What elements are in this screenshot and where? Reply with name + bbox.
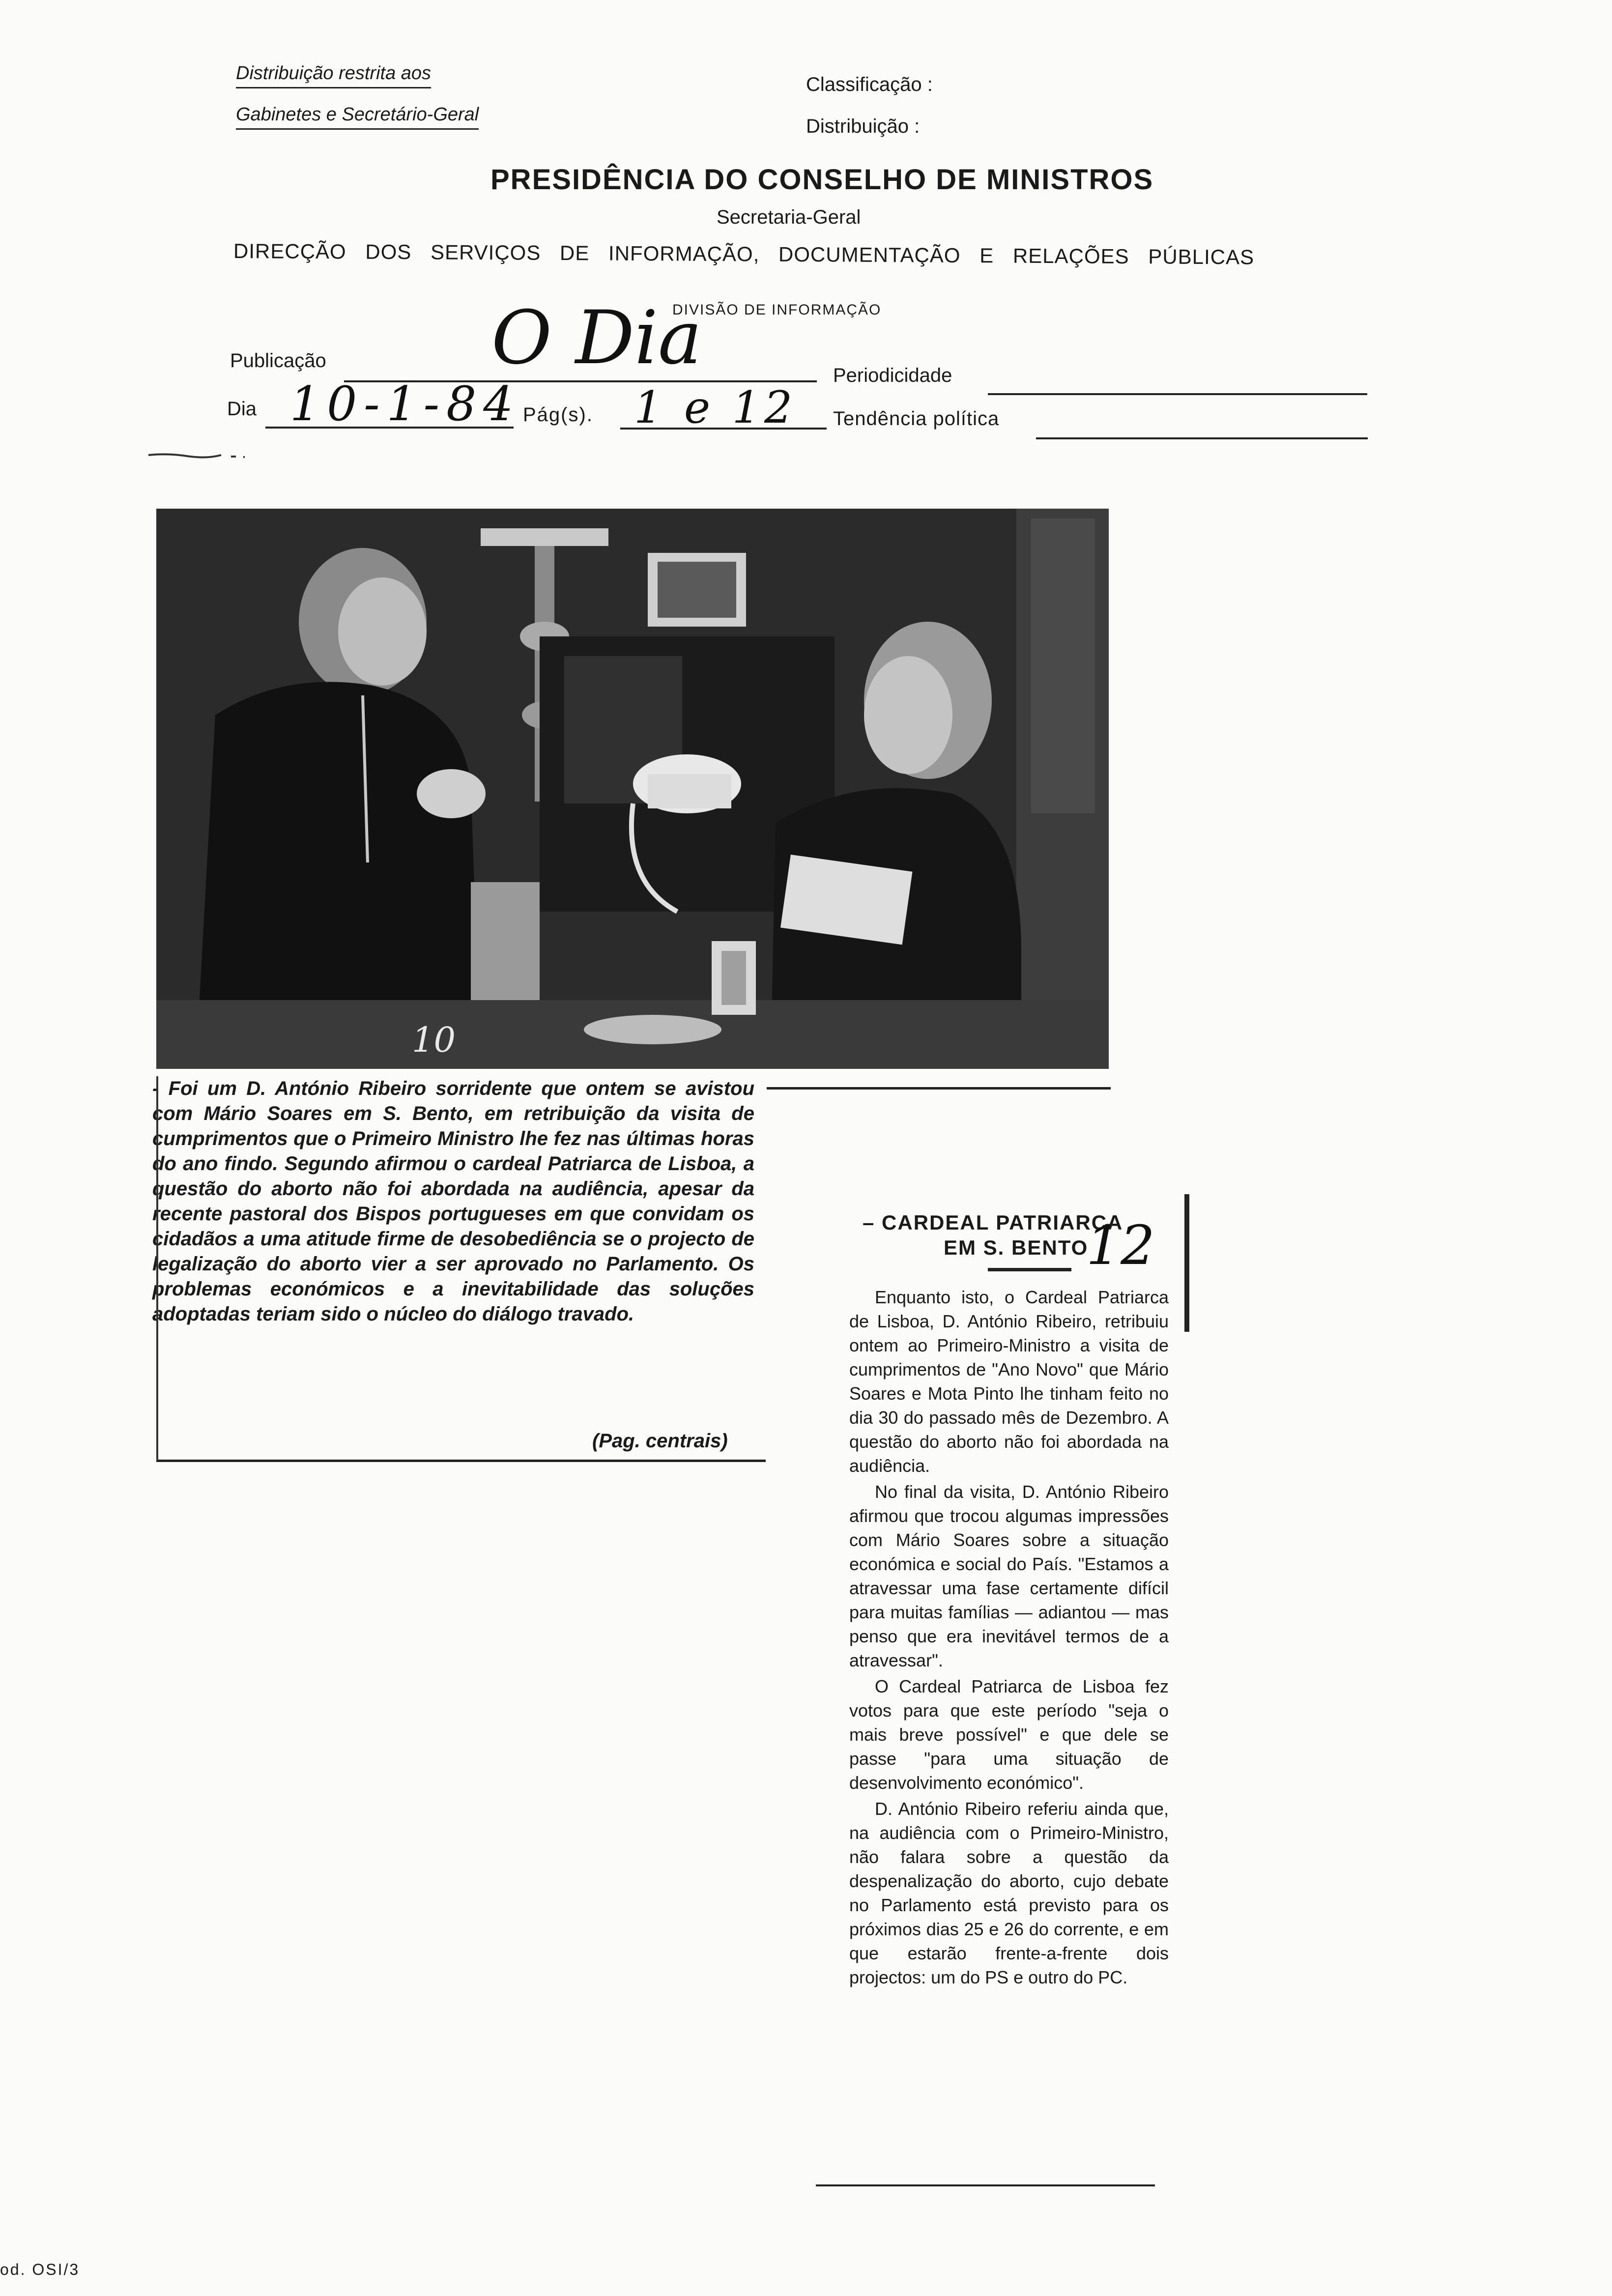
- handwritten-page-mark: 12: [1086, 1214, 1155, 1277]
- caption-left-rule: [156, 1076, 158, 1461]
- periodicidade-label: Periodicidade: [833, 365, 952, 386]
- article-paragraph: No final da visita, D. António Ribeiro afirmou que trocou algumas impressões com Mário Soares sobre a situação económica e social do País. "Estamos a atravessar uma fase certamente difícil para muitas famílias — adiantou — mas penso que era inevitável termos de a atravessar".: [849, 1482, 1169, 1670]
- tendencia-underline: [1036, 437, 1368, 439]
- article-paragraph: D. António Ribeiro referiu ainda que, na audiência com o Primeiro-Ministro, não falara sobre a questão da despenalização do aborto, cujo debate no Parlamento está previsto para os próximos dias 25 e 26 do corrente, e em que estarão frente-a-frente dois projectos: um do PS e outro do PC.: [849, 1799, 1169, 1987]
- tendencia-label: Tendência política: [833, 408, 1000, 430]
- photo-stamp: 10: [412, 1020, 456, 1060]
- article-paragraph: Enquanto isto, o Cardeal Patriarca de Lisboa, D. António Ribeiro, retribuiu ontem ao Primeiro-Ministro a visita de cumprimentos de "Ano Novo" que Mário Soares e Mota Pinto lhe tinham feito no dia 30 do passado mês de Dezembro. A questão do aborto não foi abordada na audiência.: [849, 1287, 1169, 1476]
- publicacao-label: Publicação: [230, 350, 326, 372]
- dia-value: 10-1-84: [290, 376, 520, 431]
- pags-value: 1 e 12: [634, 382, 797, 433]
- article-headline-line2: EM S. BENTO: [944, 1236, 1089, 1259]
- divisao-line: DIVISÃO DE INFORMAÇÃO: [672, 302, 882, 318]
- caption-top-rule: [767, 1087, 1111, 1090]
- headline-rule: [988, 1268, 1071, 1271]
- direccao-line: DIRECÇÃO DOS SERVIÇOS DE INFORMAÇÃO, DOCUMENTAÇÃO E RELAÇÕES PÚBLICAS: [233, 239, 1255, 269]
- clipping-mark: [147, 452, 246, 459]
- classificacao-label: Classificação :: [806, 74, 933, 95]
- article-headline-line1: – CARDEAL PATRIARCA: [863, 1211, 1123, 1234]
- margin-bar: [1184, 1194, 1189, 1332]
- article-body: [849, 1285, 1169, 1991]
- page-reference: (Pag. centrais): [592, 1430, 728, 1452]
- footer-code: od. OSI/3: [0, 2261, 80, 2278]
- page-subtitle: Secretaria-Geral: [717, 206, 861, 228]
- publicacao-value: O Dia: [491, 295, 702, 381]
- caption-bottom-rule: [156, 1460, 766, 1462]
- periodicidade-underline: [988, 393, 1367, 395]
- article-paragraph: O Cardeal Patriarca de Lisboa fez votos para que este período "seja o mais breve possível" e que dele se passe "para uma situação de desenvolvimento económico".: [849, 1676, 1169, 1793]
- photo-caption: - Foi um D. António Ribeiro sorridente que ontem se avistou com Mário Soares em S. Bento, em retribuição da visita de cumprimentos que o Primeiro Ministro lhe fez nas últimas horas do ano findo. Segundo afirmou o cardeal Patriarca de Lisboa, a questão do aborto não foi abordada na audiência, apesar da recente pastoral dos Bispos portugueses em que convidam os cidadãos a uma atitude firme de desobediência se o projecto de legalização do aborto vier a ser aprovado no Parlamento. Os problemas económicos e a inevitabilidade das soluções adoptadas teriam sido o núcleo do diálogo travado.: [152, 1078, 754, 1325]
- restricted-distribution-line2: Gabinetes e Secretário-Geral: [236, 104, 479, 130]
- distribuicao-label: Distribuição :: [806, 115, 920, 137]
- pags-label: Pág(s).: [523, 404, 593, 426]
- article-bottom-rule: [816, 2184, 1155, 2186]
- page-title: PRESIDÊNCIA DO CONSELHO DE MINISTROS: [490, 164, 1154, 196]
- dia-label: Dia: [227, 398, 257, 420]
- news-photo: [156, 509, 1109, 1069]
- restricted-distribution-line1: Distribuição restrita aos: [236, 63, 431, 88]
